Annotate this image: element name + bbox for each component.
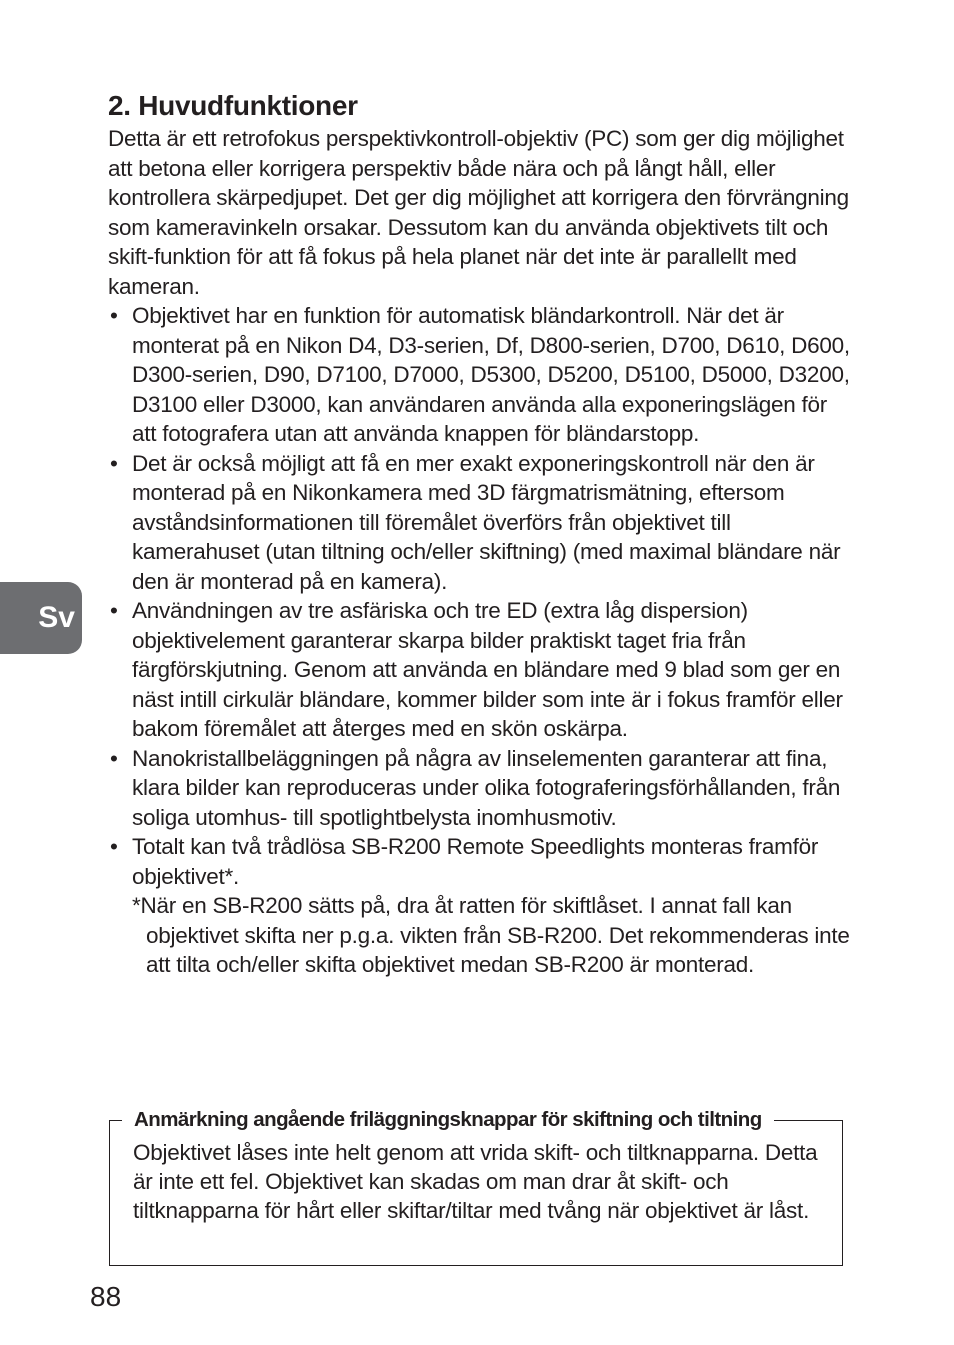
main-content (108, 124, 853, 980)
list-item-text: Det är också möjligt att få en mer exakt exponeringskontroll när den är monterad på en Nikonkamera med 3D färgmatrismätning, eftersom avståndsinformationen till föremålet överförs från objektivet till kamerahuset (utan tiltning och/eller skiftning) (med maximal bländare när den är monterad på en kamera). (132, 450, 841, 594)
list-item-text: Nanokristallbeläggningen på några av linselementen garanterar att fina, klara bilder kan reproduceras under olika fotograferingsförhållanden, från soliga utomhus- till spotlightbelysta inomhusmotiv. (132, 745, 841, 830)
list-item (108, 596, 853, 744)
bullet-icon: • (110, 745, 118, 771)
bullet-icon: • (110, 303, 118, 328)
language-tab: Sv (0, 582, 82, 654)
note-box (109, 1108, 843, 1266)
bullet-icon: • (110, 450, 118, 476)
intro-paragraph: Detta är ett retrofokus perspektivkontroll-objektiv (PC) som ger dig möjlighet att betona eller korrigera perspektiv både nära och på långt håll, eller kontrollera skärpedjupet. Det ger dig möjlighet att korrigera den förvrängning som kameravinkeln orsakar. Dessutom kan du använda objektivets tilt och skift-funktion för att få fokus på hela planet när det inte är parallellt med kameran. (108, 126, 849, 299)
list-item (108, 449, 853, 597)
note-title: Anmärkning angående friläggningsknappar för skiftning och tiltning (122, 1107, 774, 1133)
footnote: *När en SB-R200 sätts på, dra åt ratten för skiftlåset. I annat fall kan objektivet skifta ner p.g.a. vikten från SB-R200. Det rekommenderas inte att tilta och/eller skifta objektivet medan SB-R200 är monterad. (132, 893, 850, 977)
list-item (108, 744, 853, 833)
feature-list (108, 301, 853, 980)
page-number: 88 (90, 1281, 122, 1312)
list-item (108, 832, 853, 980)
bullet-icon: • (110, 834, 118, 859)
list-item-text: Användningen av tre asfäriska och tre ED (extra låg dispersion) objektivelement garanterar skarpa bilder praktiskt taget fria från färgförskjutning. Genom att använda en bländare med 9 blad som ger en näst intill cirkulär bländare, kommer bilder som inte är i fokus framför eller bakom föremålet att återges med en skön oskärpa. (132, 598, 843, 741)
list-item-text: Objektivet har en funktion för automatisk bländarkontroll. När det är monterat på en Nikon D4, D3-serien, Df, D800-serien, D700, D610, D600, D300-serien, D90, D7100, D7000, D5300, D5200, D5100, D5000, D3200, D3100 eller D3000, kan användaren använda alla exponeringslägen för att fotografera utan att använda knappen för bländarstopp. (132, 303, 850, 446)
bullet-icon: • (110, 598, 118, 623)
section-title: 2. Huvudfunktioner (108, 90, 358, 121)
note-body: Objektivet låses inte helt genom att vrida skift- och tiltknapparna. Detta är inte ett fel. Objektivet kan skadas om man drar åt skift- och tiltknapparna för hårt eller skiftar/tiltar med tvång när objektivet är låst. (133, 1140, 818, 1223)
list-item (108, 301, 853, 449)
list-item-text: Totalt kan två trådlösa SB-R200 Remote Speedlights monteras framför objektivet*. (132, 834, 819, 889)
